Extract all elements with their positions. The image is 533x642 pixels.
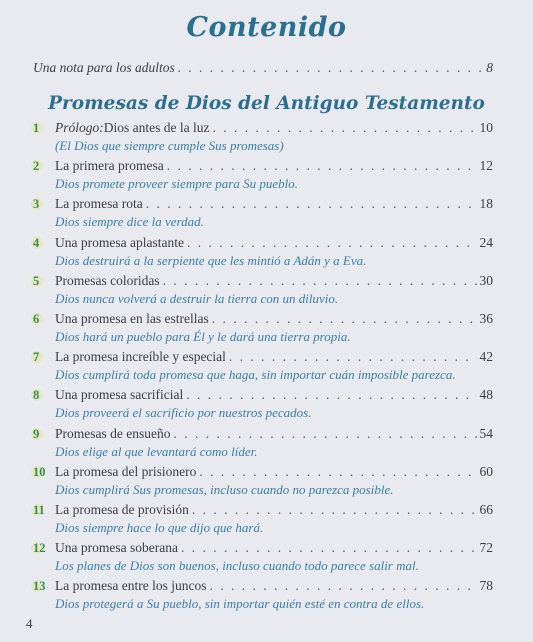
chapter-number: 3 <box>33 197 55 212</box>
chapter-number: 4 <box>33 236 55 251</box>
chapter-title-text: Dios antes de la luz <box>103 120 210 135</box>
chapter-title-text: La promesa entre los juncos <box>55 578 207 594</box>
chapter-title-text: Promesas coloridas <box>55 272 160 288</box>
chapter-title <box>55 349 226 365</box>
toc-entry-line <box>33 540 493 558</box>
chapter-page: 18 <box>479 196 493 212</box>
dot-leader <box>229 349 477 365</box>
chapter-number: 12 <box>33 541 55 556</box>
chapter-number: 11 <box>33 503 55 518</box>
chapter-number: 9 <box>33 427 55 442</box>
chapter-page: 10 <box>479 120 493 135</box>
chapter-number: 6 <box>33 312 55 327</box>
chapter-subtitle: Dios cumplirá Sus promesas, incluso cuando no parezca posible. <box>55 481 394 497</box>
chapter-title <box>55 387 183 403</box>
dot-leader <box>173 426 476 442</box>
chapter-number: 8 <box>33 388 55 403</box>
chapter-subtitle: Los planes de Dios son buenos, incluso cuando todo parece salir mal. <box>55 558 419 574</box>
page-number: 4 <box>26 616 33 631</box>
chapter-page: 48 <box>479 387 493 403</box>
chapter-title <box>55 273 160 289</box>
chapter-number: 13 <box>33 579 55 594</box>
dot-leader <box>199 464 476 480</box>
toc-entry-line <box>33 311 493 329</box>
chapter-page: 78 <box>479 578 493 594</box>
toc-entry[interactable] <box>33 273 493 311</box>
chapter-number: 7 <box>33 350 55 365</box>
chapter-subtitle: Dios hará un pueblo para Él y le dará una tierra propia. <box>55 328 351 344</box>
toc-entry[interactable] <box>33 502 493 540</box>
chapter-title <box>55 464 196 480</box>
chapter-title <box>55 578 206 594</box>
chapter-title <box>55 120 209 136</box>
toc-entry-line <box>33 273 493 291</box>
chapter-subtitle: Dios siempre dice la verdad. <box>55 214 204 230</box>
chapter-title <box>55 502 189 518</box>
chapter-title <box>55 158 164 174</box>
toc-entry-line <box>33 387 493 405</box>
toc-entry-line <box>33 196 493 214</box>
toc-entry[interactable] <box>33 387 493 425</box>
dot-leader <box>209 578 476 594</box>
chapter-number: 2 <box>33 159 55 174</box>
toc-entry[interactable] <box>33 578 493 616</box>
toc-entry[interactable] <box>33 235 493 273</box>
note-page: 8 <box>486 60 493 75</box>
toc-entry-line <box>33 349 493 367</box>
chapter-title-text: La promesa increíble y especial <box>55 349 226 365</box>
toc-entry-line <box>33 464 493 482</box>
note-label: Una nota para los adultos <box>33 60 175 75</box>
toc-entry[interactable] <box>33 540 493 578</box>
dot-leader <box>192 502 477 518</box>
toc-entry[interactable] <box>33 311 493 349</box>
toc-entry-line <box>33 502 493 520</box>
chapter-page: 60 <box>479 463 493 479</box>
chapter-page: 54 <box>479 425 493 441</box>
toc-entry-line <box>33 158 493 176</box>
chapter-subtitle: (El Dios que siempre cumple Sus promesas) <box>55 138 284 153</box>
chapter-page: 72 <box>479 540 493 556</box>
chapter-subtitle: Dios proveerá el sacrificio por nuestros pecados. <box>55 405 312 421</box>
chapter-subtitle: Dios cumplirá toda promesa que haga, sin importar cuán imposible parezca. <box>55 367 456 383</box>
section-title: Promesas de Dios del Antiguo Testamento <box>48 93 485 114</box>
chapter-title-text: La promesa del prisionero <box>55 463 197 479</box>
toc-entry[interactable] <box>33 196 493 234</box>
dot-leader <box>186 387 476 403</box>
chapter-title <box>55 540 178 556</box>
chapter-subtitle: Dios protegerá a Su pueblo, sin importar quién esté en contra de ellos. <box>55 596 425 612</box>
chapter-number: 5 <box>33 274 55 289</box>
chapter-title-text: La promesa de provisión <box>55 501 189 517</box>
toc-entry-line <box>33 235 493 253</box>
dot-leader <box>167 158 477 174</box>
toc-entry[interactable] <box>33 426 493 464</box>
chapter-title-text: Una promesa aplastante <box>55 234 184 250</box>
chapter-page: 42 <box>479 349 493 365</box>
chapter-number: 10 <box>33 465 55 480</box>
toc-entry[interactable] <box>33 464 493 502</box>
dot-leader <box>163 273 477 289</box>
chapter-subtitle: Dios siempre hace lo que dijo que hará. <box>55 519 264 535</box>
chapter-title-text: Una promesa sacrificial <box>55 387 184 403</box>
chapter-subtitle: Dios destruirá a la serpiente que les mintió a Adán y a Eva. <box>55 252 367 268</box>
chapter-prefix: Prólogo: <box>55 120 104 135</box>
toc-entry-line <box>33 578 493 596</box>
chapter-title-text: La promesa rota <box>55 196 143 212</box>
dot-leader <box>187 235 477 251</box>
chapter-title-text: Una promesa soberana <box>55 540 178 556</box>
chapter-page: 30 <box>479 272 493 288</box>
chapter-title-text: Promesas de ensueño <box>55 425 171 441</box>
toc-entries <box>33 120 493 616</box>
chapter-title <box>55 196 143 212</box>
chapter-page: 66 <box>479 501 493 517</box>
chapter-subtitle: Dios nunca volverá a destruir la tierra con un diluvio. <box>55 290 339 306</box>
dot-leader <box>146 196 477 212</box>
chapter-subtitle: Dios promete proveer siempre para Su pueblo. <box>55 176 298 192</box>
chapter-number: 1 <box>33 121 55 136</box>
dot-leader <box>212 120 476 136</box>
dot-leader <box>212 311 477 327</box>
chapter-page: 36 <box>479 310 493 326</box>
chapter-page: 12 <box>479 158 493 174</box>
chapter-page: 24 <box>479 234 493 250</box>
toc-note-entry[interactable] <box>33 60 493 76</box>
chapter-title-text: Una promesa en las estrellas <box>55 310 209 326</box>
toc-entry[interactable] <box>33 158 493 196</box>
toc-entry-line <box>33 120 493 138</box>
dot-leader <box>178 60 483 76</box>
chapter-title <box>55 426 170 442</box>
chapter-subtitle: Dios elige al que levantará como líder. <box>55 443 258 459</box>
toc-entry[interactable] <box>33 120 493 158</box>
toc-entry-line <box>33 426 493 444</box>
chapter-title <box>55 235 184 251</box>
chapter-title <box>55 311 209 327</box>
chapter-title-text: La primera promesa <box>55 158 164 174</box>
page-title: Contenido <box>186 12 347 43</box>
dot-leader <box>181 540 477 556</box>
toc-entry[interactable] <box>33 349 493 387</box>
